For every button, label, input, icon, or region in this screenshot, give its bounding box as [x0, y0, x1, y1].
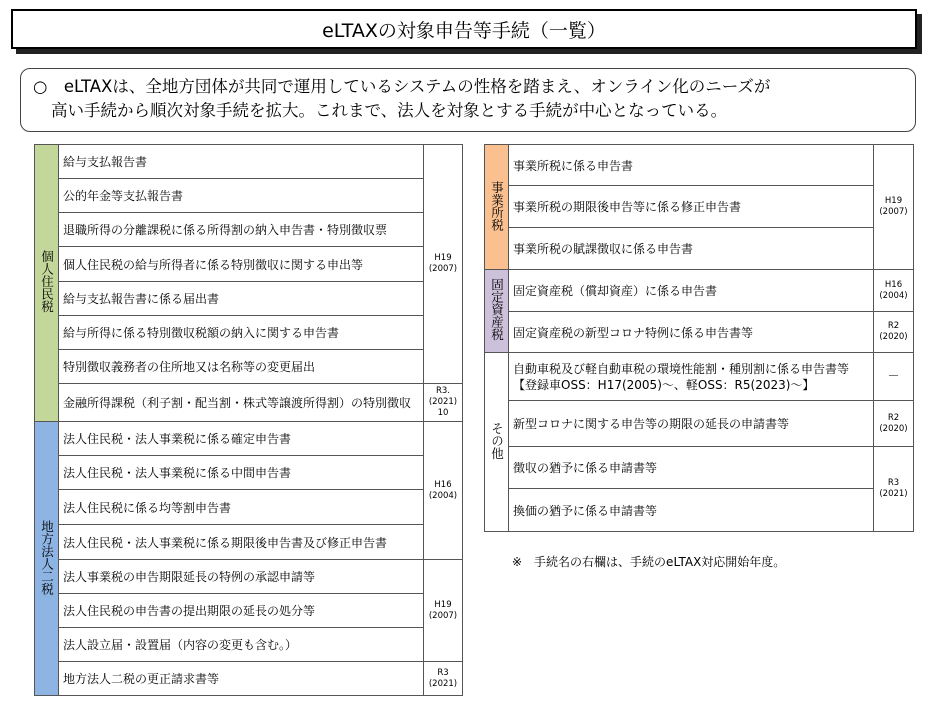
- start-year: H19 (2007): [424, 145, 463, 384]
- list-item: [509, 353, 874, 401]
- category-other: その他: [485, 353, 509, 532]
- list-item: 給与支払報告書に係る届出書: [59, 282, 424, 316]
- list-item: 地方法人二税の更正請求書等: [59, 662, 424, 696]
- start-year: R2 (2020): [874, 401, 914, 447]
- list-item: 金融所得課税（利子割・配当割・株式等譲渡所得割）の特別徴収: [59, 384, 424, 422]
- category-corporate-two-taxes: 地方法人二税: [35, 422, 59, 696]
- list-item: 固定資産税の新型コロナ特例に係る申告書等: [509, 312, 874, 353]
- list-item: 事業所税の賦課徴収に係る申告書: [509, 228, 874, 270]
- list-item: 新型コロナに関する申告等の期限の延長の申請書等: [509, 401, 874, 447]
- summary-line-2: 高い手続から順次対象手続を拡大。これまで、法人を対象とする手続が中心となっている。: [51, 101, 728, 120]
- start-year: R3 (2021): [424, 662, 463, 696]
- left-procedures-table: [34, 144, 463, 696]
- start-year: H19 (2007): [874, 145, 914, 270]
- start-year: R3 (2021): [874, 447, 914, 532]
- list-item: 法人住民税・法人事業税に係る期限後申告書及び修正申告書: [59, 525, 424, 560]
- start-year: R3. (2021) 10: [424, 384, 463, 422]
- list-item: 法人住民税・法人事業税に係る確定申告書: [59, 422, 424, 456]
- list-item: 換価の猶予に係る申請書等: [509, 489, 874, 532]
- category-individual-resident-tax: 個人住民税: [35, 145, 59, 422]
- summary-box: [20, 68, 916, 132]
- start-year: H16 (2004): [874, 270, 914, 312]
- start-year: R2 (2020): [874, 312, 914, 353]
- list-item: 特別徴収義務者の住所地又は名称等の変更届出: [59, 350, 424, 384]
- list-item: 事業所税の期限後申告等に係る修正申告書: [509, 186, 874, 228]
- list-item: 法人住民税の申告書の提出期限の延長の処分等: [59, 594, 424, 628]
- list-item: 法人住民税・法人事業税に係る中間申告書: [59, 456, 424, 490]
- start-year: H16 (2004): [424, 422, 463, 560]
- list-item-line: 自動車税及び軽自動車税の環境性能割・種別割に係る申告書等: [513, 361, 850, 376]
- list-item: 法人事業税の申告期限延長の特例の承認申請等: [59, 560, 424, 594]
- start-year: －: [874, 353, 914, 401]
- list-item: 法人設立届・設置届（内容の変更も含む。）: [59, 628, 424, 662]
- right-procedures-table: [484, 144, 914, 532]
- category-fixed-asset-tax: 固定資産税: [485, 270, 509, 353]
- list-item: 退職所得の分離課税に係る所得割の納入申告書・特別徴収票: [59, 213, 424, 247]
- start-year: H19 (2007): [424, 560, 463, 662]
- page-title: eLTAXの対象申告等手続（一覧）: [11, 9, 917, 49]
- list-item: 給与所得に係る特別徴収税額の納入に関する申告書: [59, 316, 424, 350]
- list-item: 法人住民税に係る均等割申告書: [59, 490, 424, 525]
- footnote: ※ 手続名の右欄は、手続のeLTAX対応開始年度。: [512, 555, 786, 569]
- list-item: 事業所税に係る申告書: [509, 145, 874, 186]
- list-item: 個人住民税の給与所得者に係る特別徴収に関する申出等: [59, 247, 424, 282]
- summary-line-1: ○ eLTAXは、全地方団体が共同で運用しているシステムの性格を踏まえ、オンライン化のニーズが: [33, 77, 771, 96]
- list-item: 固定資産税（償却資産）に係る申告書: [509, 270, 874, 312]
- category-business-office-tax: 事業所税: [485, 145, 509, 270]
- list-item-line: 【登録車OSS：H17(2005)～、軽OSS：R5(2023)～】: [513, 377, 815, 392]
- list-item: 公的年金等支払報告書: [59, 179, 424, 213]
- list-item: 徴収の猶予に係る申請書等: [509, 447, 874, 489]
- list-item: 給与支払報告書: [59, 145, 424, 179]
